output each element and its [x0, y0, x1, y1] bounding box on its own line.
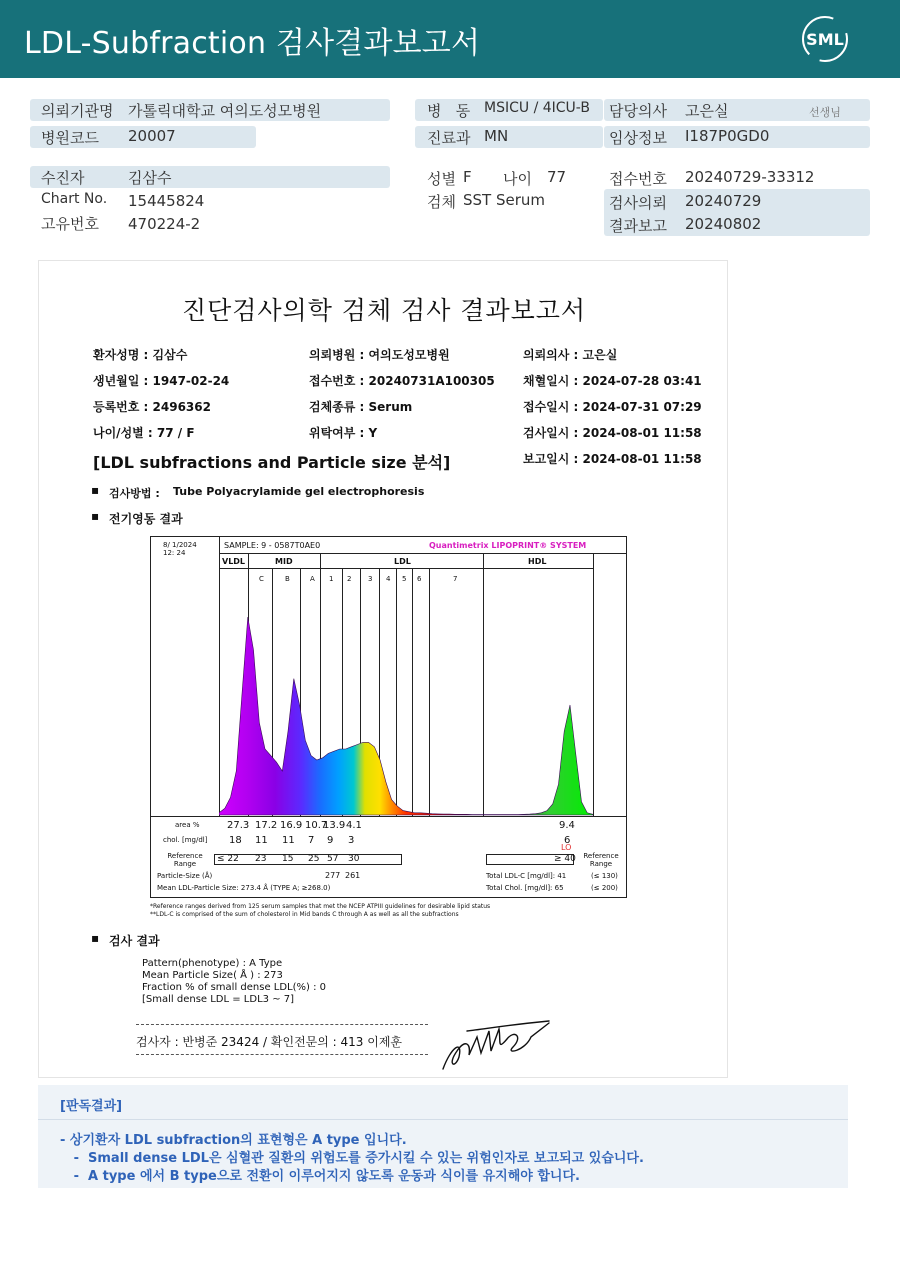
interpretation-line: - A type 에서 B type으로 전환이 이루어지지 않도록 운동과 식이를 유지해야 합니다.	[60, 1169, 580, 1184]
band-a: A	[310, 575, 315, 583]
ref-value: 23	[255, 854, 267, 864]
doctor-label: 담당의사	[609, 102, 667, 120]
mean-size: Mean LDL-Particle Size: 273.4 Å (TYPE A; ≥268.0)	[157, 884, 331, 892]
request-value: 20240729	[685, 192, 762, 210]
uid-label: 고유번호	[41, 215, 99, 233]
band-5: 5	[402, 575, 407, 583]
area-value: 27.3	[227, 820, 250, 831]
patient-name: 환자성명 : 김삼수	[93, 348, 188, 362]
band-2: 2	[347, 575, 352, 583]
accession-no: 접수번호 : 20240731A100305	[309, 374, 495, 388]
curve-area	[219, 617, 593, 815]
collection-time: 채혈일시 : 2024-07-28 03:41	[523, 374, 702, 388]
electropherogram	[219, 577, 593, 817]
group-rule	[219, 568, 593, 569]
lipoprint-chart	[150, 536, 627, 898]
result-line: Pattern(phenotype) : A Type	[142, 958, 283, 969]
request-label: 검사의뢰	[609, 194, 667, 212]
result-line: Mean Particle Size( Å ) : 273	[142, 970, 283, 981]
ref-value: 15	[282, 854, 294, 864]
age-value: 77	[547, 168, 567, 186]
report-time: 보고일시 : 2024-08-01 11:58	[523, 452, 702, 466]
receipt-label: 접수번호	[609, 170, 667, 188]
band-3: 3	[368, 575, 373, 583]
result-bullet: ▪	[91, 931, 100, 945]
area-value: 10.7	[305, 820, 328, 831]
patient-value: 김삼수	[128, 169, 172, 187]
band-1: 1	[329, 575, 334, 583]
requesting-doctor: 의뢰의사 : 고은실	[523, 348, 618, 362]
sex-label: 성별	[427, 170, 456, 188]
chart-time: 12: 24	[163, 549, 186, 557]
specimen-value: SST Serum	[463, 191, 546, 209]
ward-value: MSICU / 4ICU-B	[484, 100, 590, 116]
group-mid: MID	[275, 557, 293, 566]
total-ldl-ref: (≤ 130)	[591, 872, 618, 880]
dept-label: 진료과	[427, 129, 471, 147]
interpretation-title: [판독결과]	[60, 1099, 123, 1114]
electro-label: 전기영동 결과	[109, 512, 183, 526]
page-title: LDL-Subfraction 검사결과보고서	[24, 26, 481, 61]
hospital-code-label: 병원코드	[41, 129, 99, 147]
chol-value: 3	[348, 835, 355, 846]
signature-rule-bottom	[136, 1054, 428, 1055]
chol-value-hdl: 6	[564, 835, 571, 846]
chol-value: 18	[229, 835, 242, 846]
result-label: 검사 결과	[109, 934, 160, 948]
chol-value: 7	[308, 835, 315, 846]
test-time: 검사일시 : 2024-08-01 11:58	[523, 426, 702, 440]
patient-label: 수진자	[41, 169, 85, 187]
band-c: C	[259, 575, 264, 583]
interpretation-line: - Small dense LDL은 심혈관 질환의 위험도를 증가시킬 수 있는 위험인자로 보고되고 있습니다.	[60, 1151, 644, 1166]
report-date-label: 결과보고	[609, 217, 667, 235]
clinical-value: I187P0GD0	[685, 127, 770, 145]
footnote-1: *Reference ranges derived from 125 serum samples that met the NCEP ATPIII guidelines for desirable lipid status	[150, 903, 491, 910]
chart-no-label: Chart No.	[41, 191, 108, 207]
age-sex: 나이/성별 : 77 / F	[93, 426, 195, 440]
method-value: Tube Polyacrylamide gel electrophoresis	[173, 485, 425, 498]
table-rule	[151, 816, 627, 817]
electro-bullet: ▪	[91, 509, 100, 523]
chart-date: 8/ 1/2024	[163, 541, 197, 549]
signature-line: 검사자 : 반병준 23424 / 확인전문의 : 413 이제훈	[136, 1035, 403, 1049]
age-label: 나이	[503, 170, 532, 188]
particle-size-value: 277	[325, 871, 341, 880]
area-label: area %	[175, 821, 200, 829]
report-document	[38, 260, 728, 1078]
ref-value: ≤ 22	[217, 854, 239, 864]
band-b: B	[285, 575, 290, 583]
area-value: 16.9	[280, 820, 303, 831]
handwritten-signature	[437, 1017, 555, 1075]
area-value: 4.1	[346, 820, 362, 831]
band-4: 4	[386, 575, 391, 583]
logo-text: SML	[806, 30, 844, 49]
specimen-type: 검체종류 : Serum	[309, 400, 413, 414]
receipt-time: 접수일시 : 2024-07-31 07:29	[523, 400, 702, 414]
report-date-value: 20240802	[685, 215, 762, 233]
chart-no-value: 15445824	[128, 192, 205, 210]
area-value-hdl: 9.4	[559, 820, 575, 831]
area-value: 17.2	[255, 820, 278, 831]
doctor-value: 고은실	[685, 102, 729, 120]
clinical-label: 임상정보	[609, 129, 667, 147]
ref-right-label: Reference Range	[583, 852, 619, 868]
group-vldl: VLDL	[222, 557, 246, 566]
band-7: 7	[453, 575, 458, 583]
footnote-2: **LDL-C is comprised of the sum of cholesterol in Mid bands C through A as well as all the subfractions	[150, 911, 459, 918]
interpretation-divider	[38, 1119, 848, 1120]
dept-value: MN	[484, 127, 509, 145]
result-line: [Small dense LDL = LDL3 ~ 7]	[142, 994, 295, 1005]
method-label: 검사방법 :	[109, 487, 160, 500]
result-line: Fraction % of small dense LDL(%) : 0	[142, 982, 327, 993]
sml-logo	[800, 14, 850, 64]
birth-date: 생년월일 : 1947-02-24	[93, 374, 230, 388]
chart-sample: SAMPLE: 9 - 0587T0AE0	[224, 541, 321, 550]
chart-brand: Quantimetrix LIPOPRINT® SYSTEM	[429, 541, 587, 550]
particle-size-label: Particle-Size (Å)	[157, 872, 213, 880]
uid-value: 470224-2	[128, 215, 201, 233]
receipt-value: 20240729-33312	[685, 168, 815, 186]
hdl-ref-value: ≥ 40	[554, 854, 576, 864]
chol-value: 11	[255, 835, 268, 846]
ref-value: 30	[348, 854, 360, 864]
lo-flag: LO	[561, 843, 572, 852]
total-chol: Total Chol. [mg/dl]: 65	[486, 884, 564, 892]
analysis-subtitle: [LDL subfractions and Particle size 분석]	[93, 453, 451, 472]
chol-label: chol. [mg/dl]	[163, 836, 208, 844]
chol-value: 11	[282, 835, 295, 846]
total-ldl: Total LDL-C [mg/dl]: 41	[486, 872, 567, 880]
interpretation-line: - 상기환자 LDL subfraction의 표현형은 A type 입니다.	[60, 1133, 407, 1148]
header-rule	[219, 553, 627, 554]
institution-value: 가톨릭대학교 여의도성모병원	[128, 102, 322, 120]
hospital-code-value: 20007	[128, 127, 176, 145]
registration-no: 등록번호 : 2496362	[93, 400, 211, 414]
total-chol-ref: (≤ 200)	[591, 884, 618, 892]
band-6: 6	[417, 575, 422, 583]
requesting-hospital: 의뢰병원 : 여의도성모병원	[309, 348, 450, 362]
ward-label: 병 동	[427, 102, 471, 120]
specimen-label: 검체	[427, 193, 456, 211]
ref-value: 25	[308, 854, 320, 864]
institution-label: 의뢰기관명	[41, 102, 114, 120]
area-value: 13.9	[323, 820, 346, 831]
signature-rule-top	[136, 1024, 428, 1025]
report-title: 진단검사의학 검체 검사 결과보고서	[181, 296, 587, 325]
doctor-suffix: 선생님	[809, 106, 841, 119]
interpretation-panel	[38, 1085, 848, 1188]
particle-size-value: 261	[345, 871, 361, 880]
ref-label: Reference Range	[167, 852, 203, 868]
band-line	[593, 553, 594, 816]
sex-value: F	[463, 168, 472, 186]
referral-flag: 위탁여부 : Y	[309, 426, 378, 440]
ref-value: 57	[327, 854, 339, 864]
method-bullet: ▪	[91, 483, 100, 497]
group-hdl: HDL	[528, 557, 547, 566]
group-ldl: LDL	[394, 557, 411, 566]
chol-value: 9	[327, 835, 334, 846]
sample-divider	[219, 537, 220, 553]
